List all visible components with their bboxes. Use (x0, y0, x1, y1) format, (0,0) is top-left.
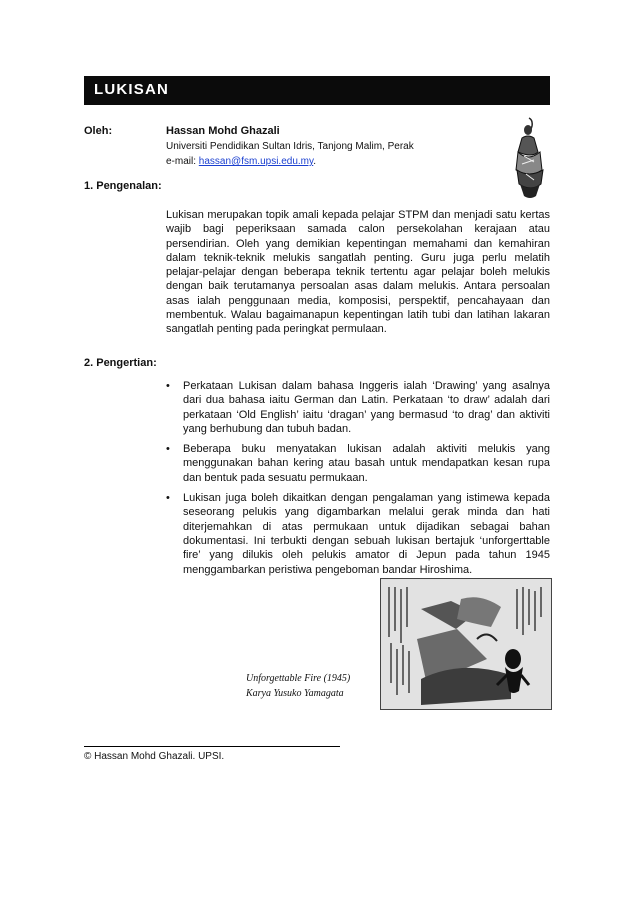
list-item (164, 442, 550, 485)
caption-artist: Karya Yusuko Yamagata (246, 688, 344, 699)
figure-caption (246, 671, 350, 701)
sketch-figure-illustration (508, 116, 550, 202)
section-title-bar (84, 76, 550, 105)
section-2-heading: 2. Pengertian: (84, 357, 157, 369)
section-1-heading: 1. Pengenalan: (84, 180, 162, 192)
author-label: Oleh: (84, 125, 113, 137)
footer-divider (84, 746, 340, 747)
bullet-text: Lukisan juga boleh dikaitkan dengan pengalaman yang istimewa kepada seseorang pelukis yang digambarkan melalui gerak minda dan hati diterjemahkan di atas permukaan untuk dijadikan sebagai bahan dokumentasi. Ini terbukti dengan sebuah lukisan bertajuk ‘unforgerttable fire’ yang dilukis oleh pelukis amator di Jepun pada tahun 1945 menggambarkan peristiwa pengeboman bandar Hiroshima. (183, 492, 550, 576)
artwork-sketch (381, 579, 551, 709)
section-1-paragraph: Lukisan merupakan topik amali kepada pelajar STPM dan menjadi satu kertas wajib bagi peperiksaan samada calon persekolahan kerajaan atau persendirian. Oleh yang demikian kepentingan memahami dan kemahiran dalam teknik-teknik melukis sangatlah penting. Guru juga perlu melatih pelajar-pelajar dengan beberapa teknik tertentu agar pelajar boleh melukis dengan baik terutamanya persoalan asas dalam melukis. Antara persoalan asas ialah penggunaan media, komposisi, perspektif, pencahayaan dan membentuk. Walau bagaimanapun kepentingan latih tubi dan latihan lakaran sangatlah penting pada peringkat permulaan. (166, 209, 550, 336)
email-end: . (313, 156, 317, 167)
bullet-icon: • (166, 492, 170, 505)
bullet-icon: • (166, 380, 170, 392)
bullet-text: Perkataan Lukisan dalam bahasa Inggeris ialah ‘Drawing’ yang asalnya dari dua bahasa iaitu German dan Latin. Perkataan ‘to draw’ adalah dari perkataan ‘Old English’ iaitu ‘dragan’ yang bermasud ‘to drag’ dan aktiviti yang berhubung dan tubuh badan. (183, 380, 550, 435)
email-label: e-mail: (166, 156, 199, 167)
footer-copyright: © Hassan Mohd Ghazali. UPSI. (84, 751, 225, 762)
caption-title: Unforgettable Fire (1945) (246, 673, 351, 684)
bullet-icon: • (166, 443, 170, 456)
author-email-line (166, 156, 316, 167)
email-link[interactable]: hassan@fsm.upsi.edu.my (198, 156, 314, 167)
definition-bullet-list (164, 379, 550, 583)
list-item (164, 379, 550, 436)
list-item (164, 491, 550, 577)
page-title: LUKISAN (94, 81, 170, 98)
unforgettable-fire-image (380, 578, 552, 710)
bullet-text: Beberapa buku menyatakan lukisan adalah aktiviti melukis yang menggunakan bahan kering atau basah untuk mendapatkan kesan rupa dan bentuk pada sesuatu permukaan. (183, 443, 550, 484)
author-name: Hassan Mohd Ghazali (166, 125, 280, 137)
author-affiliation: Universiti Pendidikan Sultan Idris, Tanjong Malim, Perak (166, 141, 414, 152)
